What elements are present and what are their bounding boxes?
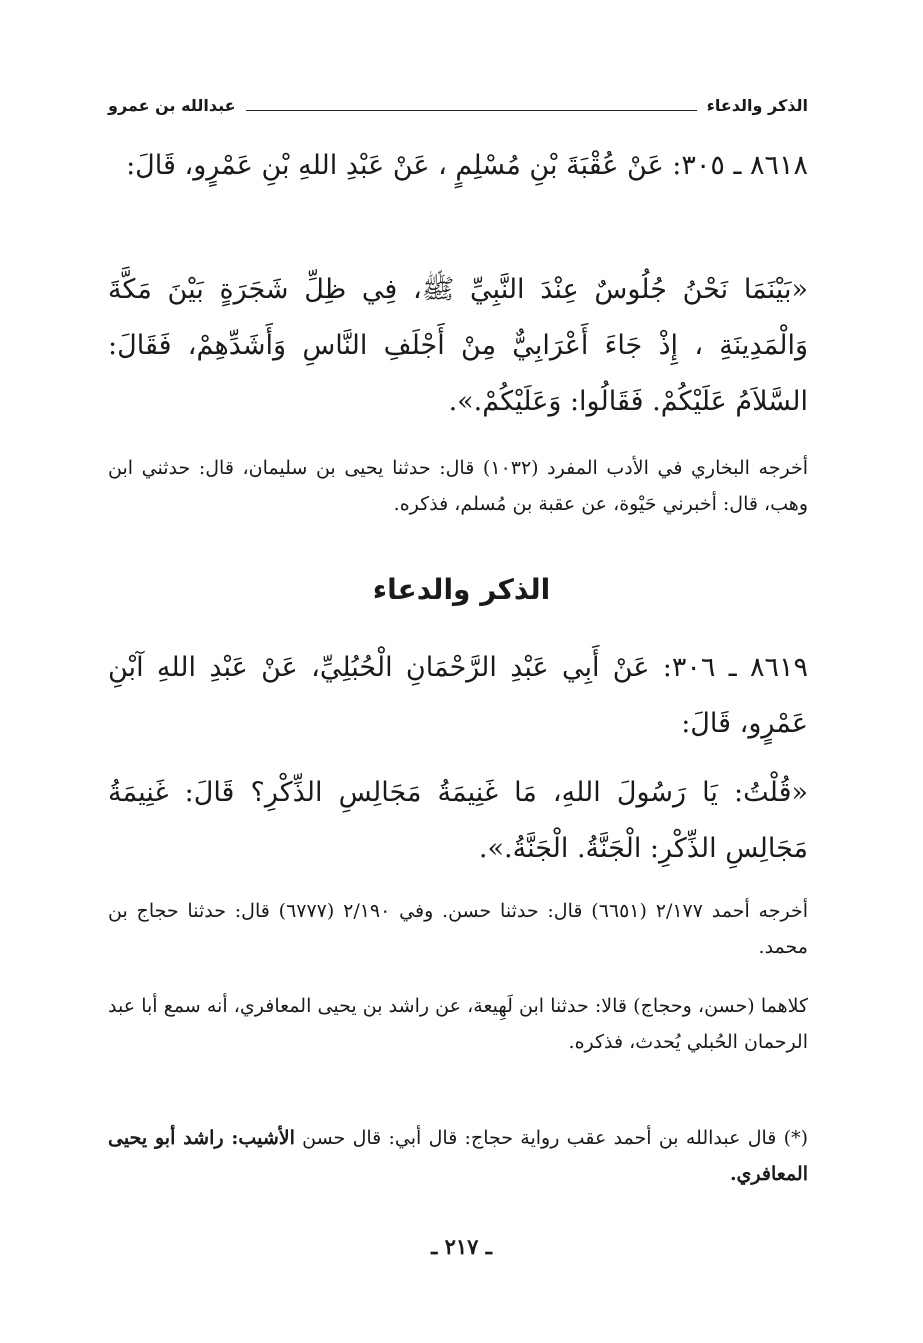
matn-text: «بَيْنَمَا نَحْنُ جُلُوسٌ عِنْدَ النَّبِيِّ ﷺ، فِي ظِلِّ شَجَرَةٍ بَيْنَ مَكَّةَ وَالْمَدِينَةِ ، إِذْ جَاءَ أَعْرَابِيٌّ مِنْ أَجْلَفِ النَّاسِ وَأَشَدِّهِمْ، فَقَالَ: السَّلاَمُ عَلَيْكُمْ. فَقَالُوا: وَعَلَيْكُمْ.». — [108, 274, 808, 417]
header-rule — [246, 110, 697, 111]
footnote — [108, 1120, 808, 1192]
footnote-lead: (*) قال عبدالله بن أحمد عقب رواية حجاج: قال أبي: قال حسن — [294, 1127, 808, 1149]
hadith-8619-takhrij-2 — [108, 988, 808, 1060]
hadith-8619-matn — [108, 765, 808, 877]
header-section-title: الذكر والدعاء — [706, 95, 808, 115]
page-number: ـ ٢١٧ ـ — [431, 1234, 492, 1259]
takhrij-text: كلاهما (حسن، وحجاج) قالا: حدثنا ابن لَهِيعة، عن راشد بن يحيى المعافري، أنه سمع أبا عبد الرحمان الحُبلي يُحدث، فذكره. — [108, 995, 808, 1053]
hadith-8619-isnad — [108, 640, 808, 752]
section-title: الذكر والدعاء — [372, 573, 551, 606]
hadith-8618-takhrij — [108, 450, 808, 522]
hadith-8618-isnad — [108, 138, 808, 194]
footnote-text — [108, 1120, 808, 1192]
header-narrator: عبدالله بن عمرو — [108, 95, 236, 115]
hadith-8619-takhrij-1 — [108, 893, 808, 965]
matn-text: «قُلْتُ: يَا رَسُولَ اللهِ، مَا غَنِيمَةُ مَجَالِسِ الذِّكْرِ؟ قَالَ: غَنِيمَةُ مَجَالِسِ الذِّكْرِ: الْجَنَّةُ. الْجَنَّةُ.». — [108, 777, 808, 864]
hadith-8618-matn — [108, 262, 808, 430]
isnad-text: ٨٦١٨ ـ ٣٠٥: عَنْ عُقْبَةَ بْنِ مُسْلِمٍ ، عَنْ عَبْدِ اللهِ بْنِ عَمْرٍو، قَالَ: — [126, 150, 808, 181]
takhrij-text: أخرجه أحمد ٢/١٧٧ (٦٦٥١) قال: حدثنا حسن. وفي ٢/١٩٠ (٦٧٧٧) قال: حدثنا حجاج بن محمد. — [108, 900, 808, 958]
takhrij-text: أخرجه البخاري في الأدب المفرد (١٠٣٢) قال: حدثنا يحيى بن سليمان، قال: حدثني ابن وهب، قال: أخبرني حَيْوة، عن عقبة بن مُسلم، فذكره. — [108, 457, 808, 515]
footnote-bold: الأشيب: راشد أبو يحيى المعافري. — [108, 1127, 808, 1185]
running-header — [108, 94, 808, 116]
isnad-text: ٨٦١٩ ـ ٣٠٦: عَنْ أَبِي عَبْدِ الرَّحْمَانِ الْحُبُلِيِّ، عَنْ عَبْدِ اللهِ آبْنِ عَمْرٍو، قَالَ: — [108, 652, 809, 739]
